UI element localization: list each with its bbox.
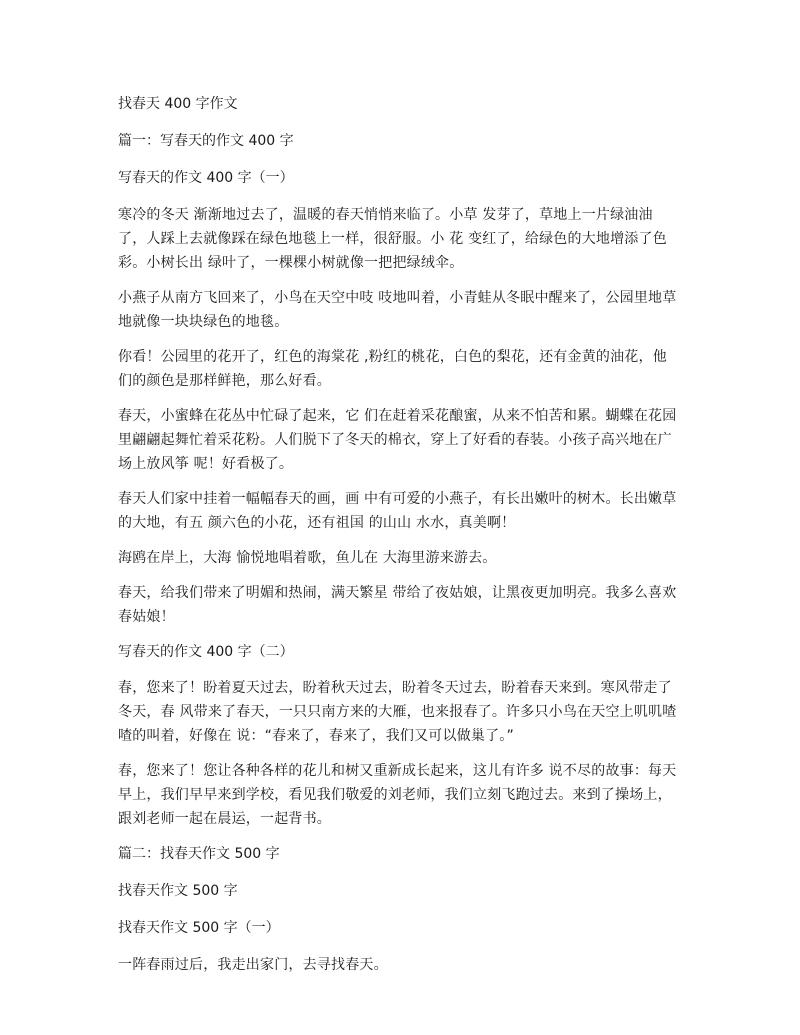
paragraph-7: 春天，给我们带来了明媚和热闹，满天繁星 带给了夜姑娘，让黑夜更加明亮。我多么喜欢春姑娘！ [118, 585, 677, 625]
paragraph-8: 春，您来了！盼着夏天过去，盼着秋天过去，盼着冬天过去，盼着春天来到。寒风带走了冬天，春 风带来了春天，一只只南方来的大雁，也来报春了。许多只小鸟在天空上叽叽喳喳的叫着，好像在 说：“春来了，春来了，我们又可以做巢了。” [118, 680, 677, 744]
paragraph-2: 小燕子从南方飞回来了，小鸟在天空中吱 吱地叫着，小青蛙从冬眠中醒来了，公园里地草 地就像一块块绿色的地毯。 [118, 290, 677, 330]
paragraph-4: 春天，小蜜蜂在花丛中忙碌了起来，它 们在赶着采花酿蜜，从来不怕苦和累。蝴蝶在花园里翩翩起舞忙着采花粉。人们脱下了冬天的棉衣，穿上了好看的春装。小孩子高兴地在广场上放风筝 呢！好看极了。 [118, 408, 677, 472]
document-page [118, 92, 680, 988]
paragraph-9: 春，您来了！您让各种各样的花儿和树又重新成长起来，这儿有许多 说不尽的故事：每天早上，我们早早来到学校，看见我们敬爱的刘老师，我们立刻飞跑过去。来到了操场上，跟刘老师一起在晨运，一起背书。 [118, 763, 677, 827]
subsection-title-1: 写春天的作文 400 字（一） [118, 170, 294, 186]
subsection-title-3: 找春天作文 500 字 [118, 883, 238, 899]
subsection-title-2: 写春天的作文 400 字（二） [118, 644, 294, 660]
subsection-title-4: 找春天作文 500 字（一） [118, 920, 280, 936]
section-title-2: 篇二：找春天作文 500 字 [118, 846, 280, 862]
paragraph-6: 海鸥在岸上，大海 愉悦地唱着歌，鱼儿在 大海里游来游去。 [118, 550, 497, 566]
document-title: 找春天 400 字作文 [118, 96, 238, 112]
paragraph-3: 你看！公园里的花开了，红色的海棠花 ,粉红的桃花，白色的梨花，还有金黄的油花，他们的颜色是那样鲜艳，那么好看。 [118, 349, 667, 389]
paragraph-1: 寒冷的冬天 渐渐地过去了，温暖的春天悄悄来临了。小草 发芽了，草地上一片绿油油了，人踩上去就像踩在绿色地毯上一样，很舒服。小 花 变红了，给绿色的大地增添了色彩。小树长出 绿叶了，一棵棵小树就像一把把绿绒伞。 [118, 207, 667, 271]
paragraph-10: 一阵春雨过后，我走出家门，去寻找春天。 [118, 957, 388, 973]
paragraph-5: 春天人们家中挂着一幅幅春天的画，画 中有可爱的小燕子，有长出嫩叶的树木。长出嫩草的大地，有五 颜六色的小花，还有祖国 的山山 水水，真美啊！ [118, 491, 677, 531]
section-title-1: 篇一：写春天的作文 400 字 [118, 133, 294, 149]
